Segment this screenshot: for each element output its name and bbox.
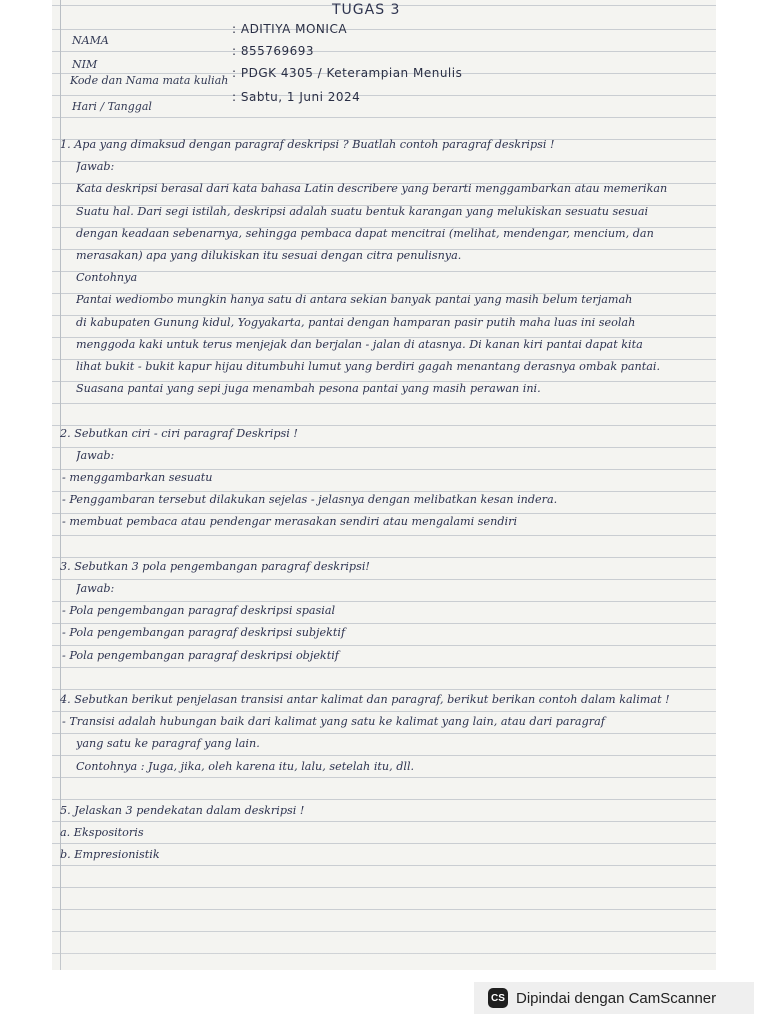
text-line: Pantai wediombo mungkin hanya satu di antara sekian banyak pantai yang masih belum terjamah	[76, 293, 633, 307]
nim-value: : 855769693	[232, 44, 315, 58]
text-line: menggoda kaki untuk terus menjejak dan berjalan - jalan di atasnya. Di kanan kiri pantai dapat kita	[76, 337, 643, 351]
text-line: lihat bukit - bukit kapur hijau ditumbuhi lumut yang berdiri gagah menantang derasnya ombak pantai.	[76, 360, 661, 373]
text-line: - Pola pengembangan paragraf deskripsi subjektif	[62, 626, 346, 640]
text-line: Jawab:	[76, 582, 115, 595]
text-line: yang satu ke paragraf yang lain.	[76, 737, 260, 751]
text-line: - membuat pembaca atau pendengar merasakan sendiri atau mengalami sendiri	[62, 515, 518, 529]
nama-label: NAMA	[72, 34, 109, 47]
hari-value: : Sabtu, 1 Juni 2024	[232, 90, 361, 104]
page-shadow	[52, 910, 716, 970]
hari-label: Hari / Tanggal	[72, 100, 152, 113]
text-line: Jawab:	[76, 448, 115, 462]
text-line: - menggambarkan sesuatu	[62, 471, 213, 484]
text-line: merasakan) apa yang dilukiskan itu sesuai dengan citra penulisnya.	[76, 249, 462, 262]
text-line: a. Ekspositoris	[60, 826, 144, 840]
text-line: Contohnya	[76, 271, 138, 285]
text-line: - Pola pengembangan paragraf deskripsi objektif	[62, 648, 339, 662]
text-line: 4. Sebutkan berikut penjelasan transisi antar kalimat dan paragraf, berikut berikan contoh dalam kalimat !	[60, 693, 670, 706]
camscanner-text: Dipindai dengan CamScanner	[516, 989, 717, 1007]
text-line: - Penggambaran tersebut dilakukan sejelas - jelasnya dengan melibatkan kesan indera.	[62, 493, 558, 507]
text-line: Suasana pantai yang sepi juga menambah pesona pantai yang masih perawan ini.	[76, 382, 541, 396]
text-line: b. Empresionistik	[60, 848, 160, 862]
kode-value: : PDGK 4305 / Keterampian Menulis	[232, 66, 463, 80]
camscanner-watermark	[474, 982, 754, 1014]
text-line: 3. Sebutkan 3 pola pengembangan paragraf deskripsi!	[60, 559, 370, 573]
notebook-page	[52, 0, 716, 970]
text-line: 2. Sebutkan ciri - ciri paragraf Deskripsi !	[60, 426, 298, 440]
text-line: Suatu hal. Dari segi istilah, deskripsi adalah suatu bentuk karangan yang melukiskan sesuatu sesuai	[76, 204, 649, 218]
text-line: di kabupaten Gunung kidul, Yogyakarta, pantai dengan hamparan pasir putih maha luas ini seolah	[76, 315, 636, 329]
nim-label: NIM	[72, 58, 98, 71]
text-line: 5. Jelaskan 3 pendekatan dalam deskripsi !	[60, 804, 305, 817]
text-line: Kata deskripsi berasal dari kata bahasa Latin describere yang berarti menggambarkan atau memerikan	[76, 182, 668, 196]
page-title: TUGAS 3	[332, 2, 401, 18]
text-line: - Transisi adalah hubungan baik dari kalimat yang satu ke kalimat yang lain, atau dari paragraf	[62, 715, 605, 729]
text-line: 1. Apa yang dimaksud dengan paragraf deskripsi ? Buatlah contoh paragraf deskripsi !	[60, 138, 555, 151]
kode-label: Kode dan Nama mata kuliah	[70, 74, 229, 87]
camscanner-logo-icon: CS	[488, 988, 508, 1008]
text-line: Contohnya : Juga, jika, oleh karena itu, lalu, setelah itu, dll.	[76, 759, 415, 773]
text-line: - Pola pengembangan paragraf deskripsi spasial	[62, 604, 336, 618]
text-line: dengan keadaan sebenarnya, sehingga pembaca dapat mencitrai (melihat, mendengar, mencium, dan	[76, 226, 654, 240]
text-line: Jawab:	[76, 160, 115, 174]
nama-value: : ADITIYA MONICA	[232, 22, 348, 36]
